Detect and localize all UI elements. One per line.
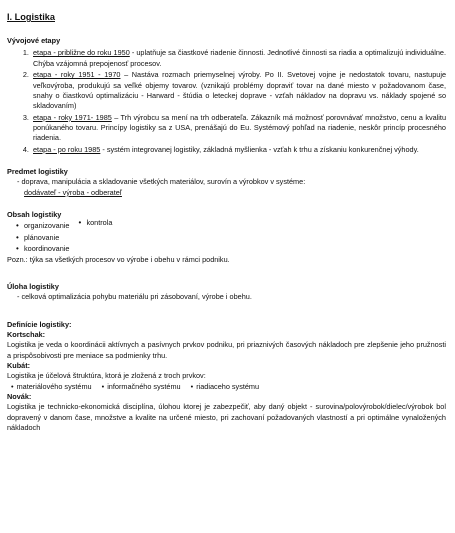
list-item: 3. etapa - roky 1971- 1985 – Trh výrobcu sa mení na trh odberateľa. Zákazník má možnosť porovnávať množstvo, cenu a kvalitu ponúkaného tovaru. Princípy logistiky sa z USA, prenášajú do Eu. Systémový pohľad na riadenie, neskôr princíp procesného riadenia.	[31, 113, 446, 144]
list-item: • riadiaceho systému	[191, 382, 259, 391]
predmet-line: - doprava, manipulácia a skladovanie všetkých materiálov, surovín a výrobkov v systéme:	[17, 177, 306, 187]
section-obsah	[7, 210, 446, 265]
author-kubat: Kubát:	[7, 361, 31, 371]
section-vyvojove-etapy	[7, 36, 446, 155]
definition-novak: Logistika je technicko-ekonomická disciplína, úlohou ktorej je zabezpečiť, aby daný objekt - surovina/polovýrobok/dielec/výrobok bol dopravený v danom čase, množstve a kvalite na určené miesto, pri zachovaní požadovaných vlastností a pri optimálne vynaložených nákladoch	[7, 402, 446, 433]
section-uloha	[7, 282, 446, 303]
section-definicie	[7, 320, 446, 434]
section-predmet	[7, 167, 446, 198]
obsah-col1	[7, 220, 69, 254]
section-heading: Úloha logistiky	[7, 281, 59, 291]
kubat-items	[7, 382, 446, 392]
list-item: • plánovanie	[16, 232, 69, 243]
obsah-bullets	[7, 220, 446, 254]
document-title: I. Logistika	[7, 12, 55, 22]
author-kortschak: Kortschak:	[7, 329, 46, 339]
list-item: • informačného systému	[102, 382, 181, 391]
list-item: 4. etapa - po roku 1985 - systém integrovanej logistiky, základná myšlienka - vzťah k trhu a získaniu konkurenčnej výhody.	[31, 145, 446, 155]
uloha-line: - celková optimalizácia pohybu materiálu pri zásobovaní, výrobe i obehu.	[17, 292, 252, 302]
predmet-chain: dodávateľ - výroba - odberateľ	[24, 187, 122, 197]
definition-kubat: Logistika je účelová štruktúra, ktorá je zložená z troch prvkov:	[7, 371, 206, 381]
section-heading: Definície logistiky:	[7, 319, 72, 329]
section-heading: Obsah logistiky	[7, 210, 62, 220]
list-item: • koordinovanie	[16, 243, 69, 254]
section-heading: Predmet logistiky	[7, 167, 68, 177]
definition-kortschak: Logistika je veda o koordinácii aktívnych a pasívnych prvkov podniku, pri priaznivých časových nákladoch pre zlepšenie jeho pružnosti a prispôsobivosti pre meniace sa podmienky trhu.	[7, 340, 446, 360]
stages-list	[7, 48, 446, 155]
obsah-note: Pozn.: týka sa všetkých procesov vo výrobe i obehu v rámci podniku.	[7, 254, 230, 264]
list-item: • kontrola	[78, 217, 112, 228]
list-item: 2. etapa - roky 1951 - 1970 – Nastáva rozmach priemyselnej výroby. Po II. Svetovej vojne je nedostatok tovaru, nastupuje veľkovýroba, produkujú sa veľké objemy tovarov. (vznikajú problémy dopraviť tovar na dané miesto v požadovanom čase, snahy o čiastkovú optimalizáciu - Harward - štúdia o leteckej doprave - vzťah nákladov na dopravu vs. náklady spojené so skladovaním)	[31, 70, 446, 111]
obsah-col2	[69, 217, 112, 254]
author-novak: Novák:	[7, 392, 32, 402]
section-heading: Vývojové etapy	[7, 36, 61, 46]
list-item: 1. etapa - približne do roku 1950 - uplatňuje sa čiastkové riadenie činnosti. Jednotlivé činnosti sa riadia a optimalizujú individuálne. Chýba vzájomná prepojenosť procesov.	[31, 48, 446, 69]
list-item: • organizovanie	[16, 220, 69, 231]
list-item: • materiálového systému	[11, 382, 92, 391]
